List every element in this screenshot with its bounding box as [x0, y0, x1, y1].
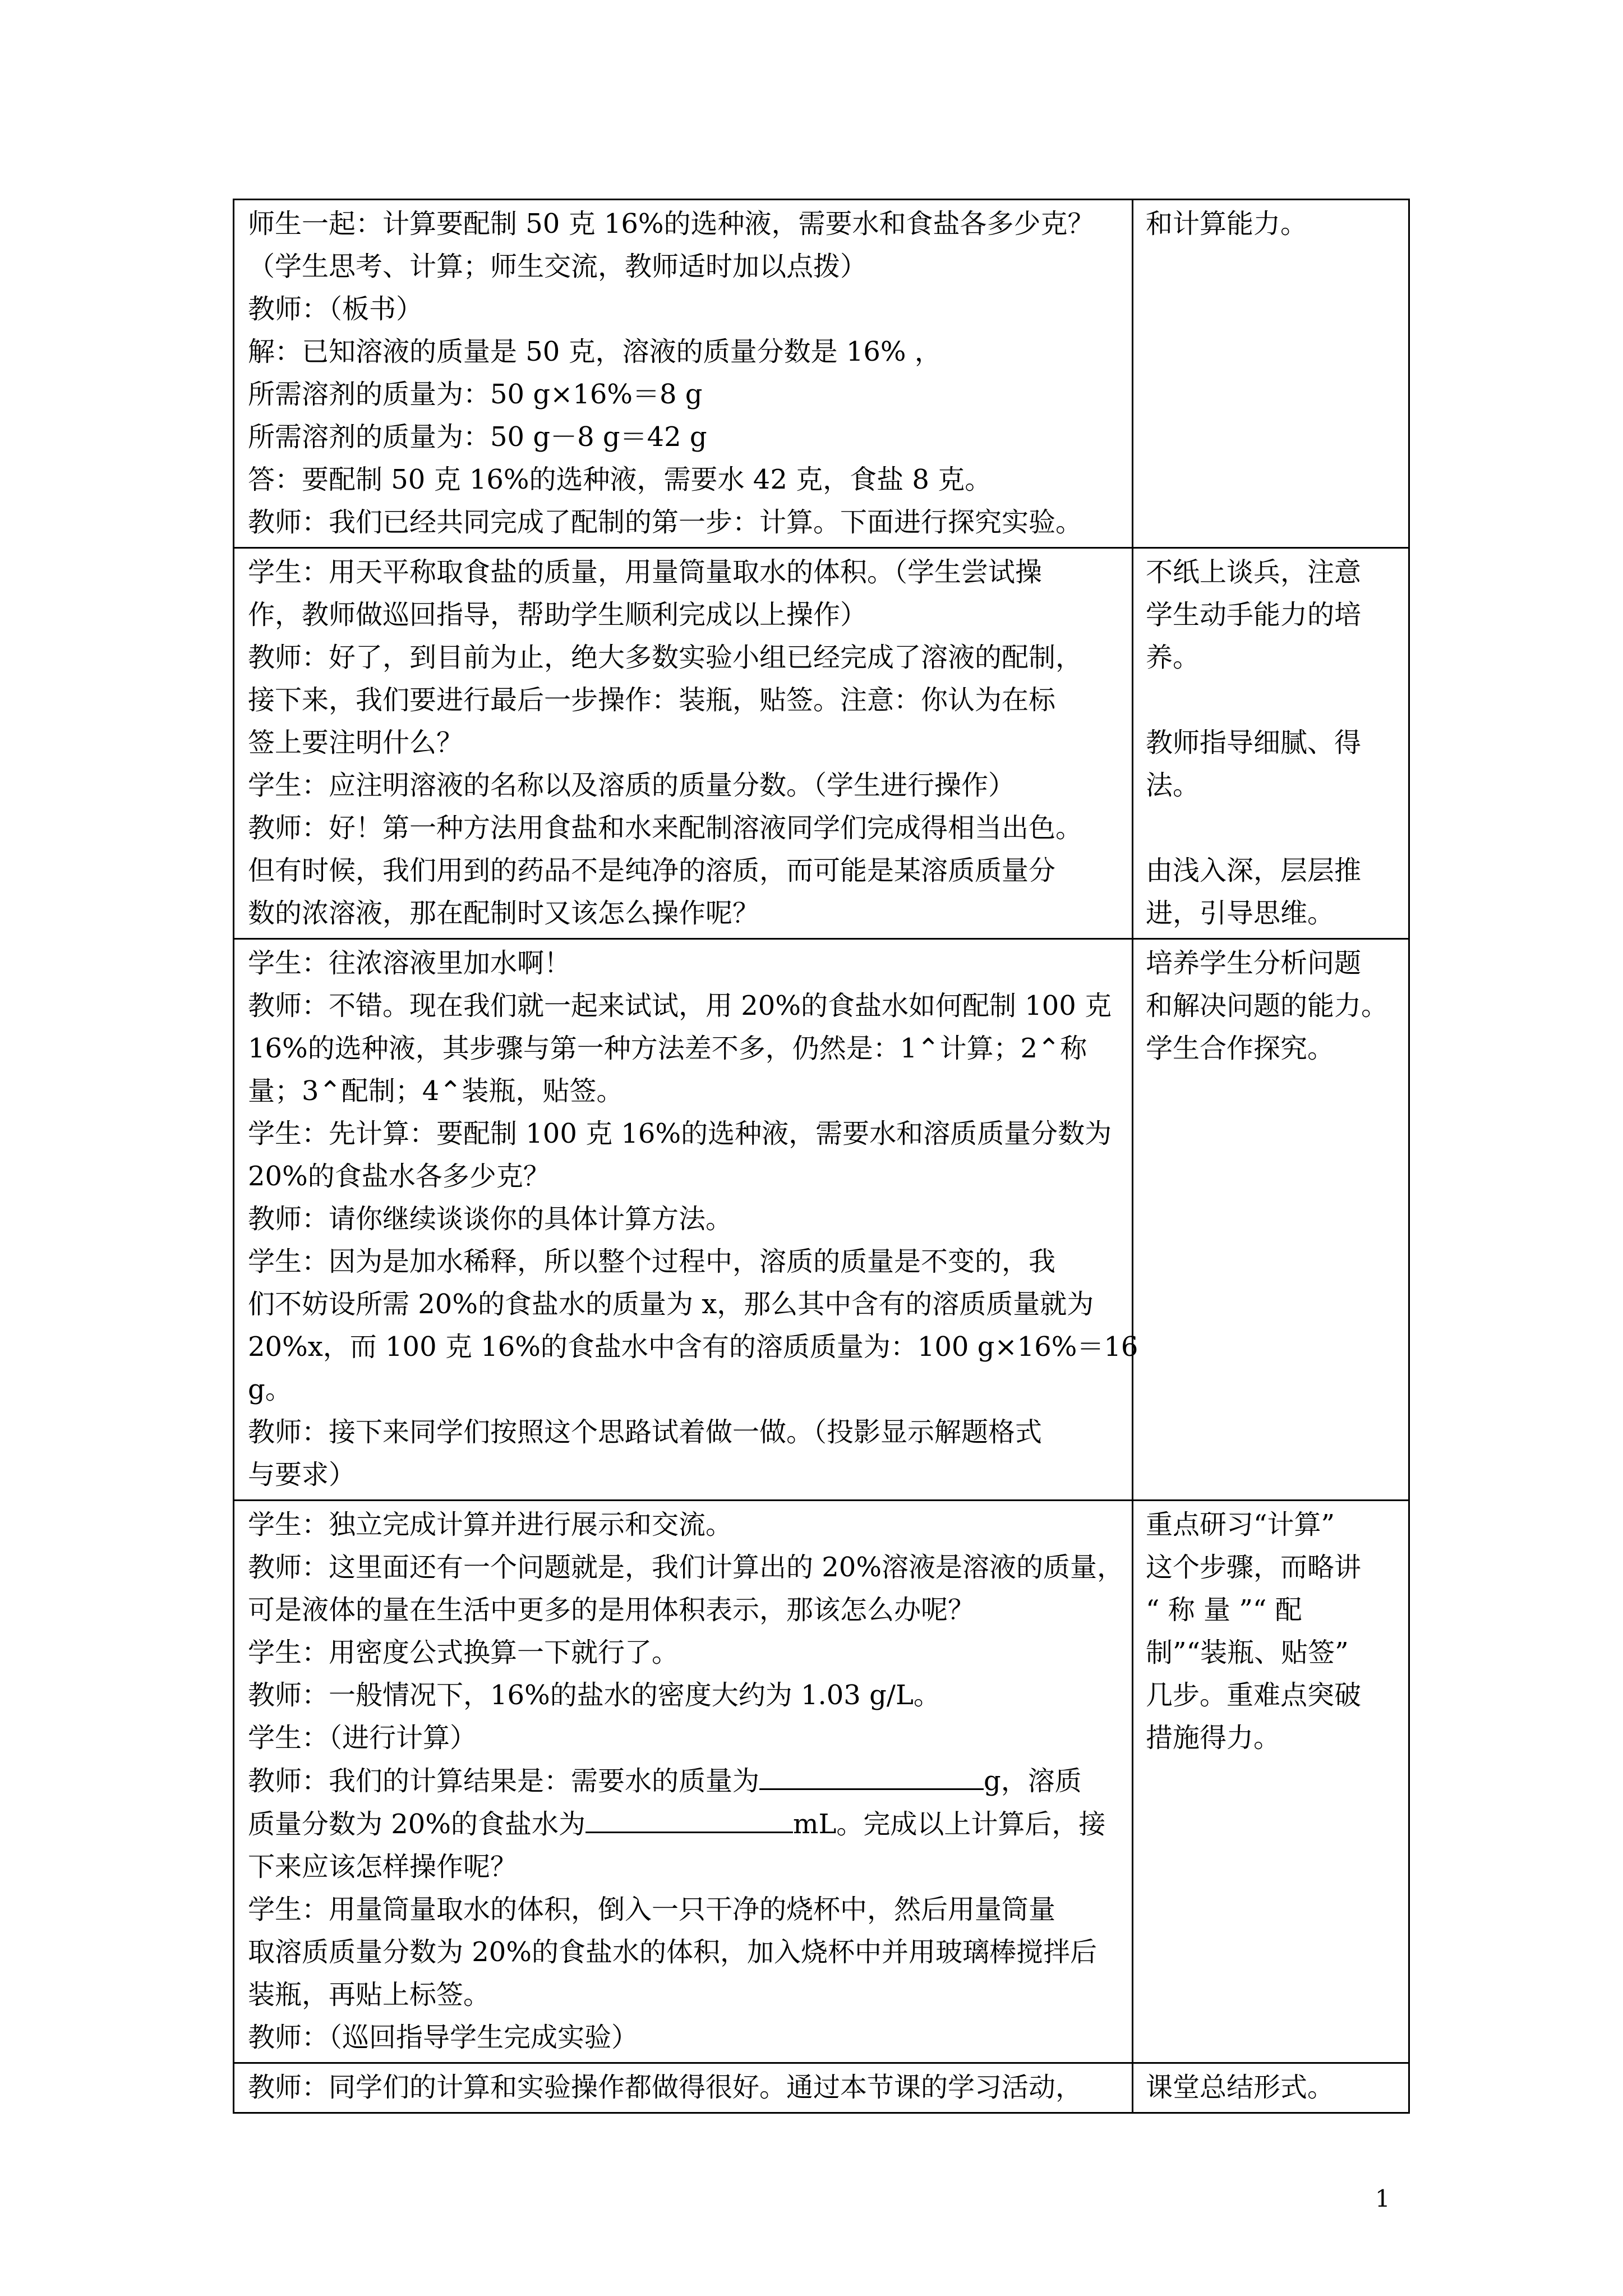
text-line: 与要求） — [248, 1459, 356, 1490]
text-line: 教师：（板书） — [248, 293, 423, 325]
text-line: 教师：好了，到目前为止，绝大多数实验小组已经完成了溶液的配制， — [248, 642, 1083, 673]
salt-water-volume-blank[interactable] — [585, 1802, 793, 1833]
text-line: 教师：这里面还有一个问题就是，我们计算出的 20%溶液是溶液的质量， — [248, 1552, 1124, 1583]
note-cell — [1133, 939, 1409, 1501]
note-spacer — [1146, 807, 1403, 849]
note-line: 培养学生分析问题 — [1146, 947, 1362, 979]
note-line: 法。 — [1146, 770, 1200, 801]
text-line: 们不妨设所需 20%的食盐水的质量为 x，那么其中含有的溶质质量就为 — [248, 1289, 1094, 1320]
text-line: 学生：用天平称取食盐的质量，用量筒量取水的体积。（学生尝试操 — [248, 556, 1043, 588]
note-cell — [1133, 548, 1409, 939]
note-spacer — [1146, 679, 1403, 721]
fill-in-text: 教师：我们的计算结果是：需要水的质量为 — [248, 1765, 760, 1797]
fill-in-line — [248, 1802, 1126, 1846]
note-line: 课堂总结形式。 — [1146, 2072, 1335, 2103]
page-number: 1 — [1375, 2185, 1390, 2212]
fill-in-line — [248, 1759, 1126, 1802]
text-line: 教师：同学们的计算和实验操作都做得很好。通过本节课的学习活动， — [248, 2072, 1083, 2103]
text-line: 教师：请你继续谈谈你的具体计算方法。 — [248, 1203, 733, 1235]
note-line: 教师指导细腻、得 — [1146, 727, 1362, 758]
text-line: 下来应该怎样操作呢？ — [248, 1851, 518, 1883]
text-line: 学生：独立完成计算并进行展示和交流。 — [248, 1509, 733, 1540]
text-line: 教师：一般情况下，16%的盐水的密度大约为 1.03 g/L。 — [248, 1680, 940, 1711]
text-line: 16%的选种液，其步骤与第一种方法差不多，仍然是：1⌃计算；2⌃称 — [248, 1033, 1087, 1064]
table-row — [234, 2063, 1409, 2113]
note-line: 制”“装瓶、贴签” — [1146, 1637, 1349, 1668]
water-mass-blank[interactable] — [759, 1759, 984, 1790]
text-line: 教师：不错。现在我们就一起来试试，用 20%的食盐水如何配制 100 克 — [248, 990, 1112, 1022]
note-line: 学生动手能力的培 — [1146, 599, 1362, 631]
text-line: 所需溶剂的质量为：50 g－8 g＝42 g — [248, 421, 707, 453]
note-line: 这个步骤，而略讲 — [1146, 1552, 1362, 1583]
text-line: 但有时候，我们用到的药品不是纯净的溶质，而可能是某溶质质量分 — [248, 855, 1056, 886]
text-line: 学生：因为是加水稀释，所以整个过程中，溶质的质量是不变的，我 — [248, 1246, 1056, 1277]
text-line: 20%x，而 100 克 16%的食盐水中含有的溶质质量为：100 g×16%＝16 — [248, 1331, 1138, 1363]
text-line: 学生：应注明溶液的名称以及溶质的质量分数。（学生进行操作） — [248, 770, 1016, 801]
text-line: 师生一起：计算要配制 50 克 16%的选种液，需要水和食盐各多少克？ — [248, 208, 1095, 240]
text-line: 教师：（巡回指导学生完成实验） — [248, 2022, 639, 2053]
note-line: 不纸上谈兵，注意 — [1146, 556, 1362, 588]
table-row — [234, 548, 1409, 939]
note-line: 重点研习“计算” — [1146, 1509, 1335, 1540]
text-line: 数的浓溶液，那在配制时又该怎么操作呢？ — [248, 898, 760, 929]
note-line: 措施得力。 — [1146, 1722, 1281, 1754]
table-row — [234, 1501, 1409, 2063]
lesson-plan-table — [233, 199, 1410, 2114]
text-line: 可是液体的量在生活中更多的是用体积表示，那该怎么办呢？ — [248, 1594, 975, 1626]
text-line: g。 — [248, 1374, 292, 1405]
note-cell — [1133, 200, 1409, 548]
note-cell — [1133, 1501, 1409, 2063]
note-cell — [1133, 2063, 1409, 2113]
text-line: 解：已知溶液的质量是 50 克，溶液的质量分数是 16% ， — [248, 336, 942, 367]
content-cell — [234, 548, 1133, 939]
text-line: 教师：我们已经共同完成了配制的第一步：计算。下面进行探究实验。 — [248, 507, 1083, 538]
note-line: 几步。重难点突破 — [1146, 1680, 1362, 1711]
text-line: 学生：用密度公式换算一下就行了。 — [248, 1637, 679, 1668]
text-line: 教师：接下来同学们按照这个思路试着做一做。（投影显示解题格式 — [248, 1416, 1043, 1448]
text-line: 装瓶，再贴上标签。 — [248, 1979, 491, 2010]
text-line: 学生：用量筒量取水的体积，倒入一只干净的烧杯中，然后用量筒量 — [248, 1894, 1056, 1925]
content-cell — [234, 200, 1133, 548]
text-line: 学生：先计算：要配制 100 克 16%的选种液，需要水和溶质质量分数为 — [248, 1118, 1112, 1149]
text-line: 所需溶剂的质量为：50 g×16%＝8 g — [248, 379, 703, 410]
note-line: 由浅入深，层层推 — [1146, 855, 1362, 886]
text-line: 取溶质质量分数为 20%的食盐水的体积，加入烧杯中并用玻璃棒搅拌后 — [248, 1936, 1097, 1968]
note-line: 和计算能力。 — [1146, 208, 1308, 240]
text-line: 量；3⌃配制；4⌃装瓶，贴签。 — [248, 1075, 624, 1107]
note-line: 学生合作探究。 — [1146, 1033, 1335, 1064]
text-line: 签上要注明什么？ — [248, 727, 464, 758]
note-line: 养。 — [1146, 642, 1200, 673]
content-cell — [234, 1501, 1133, 2063]
fill-in-text: mL。完成以上计算后，接 — [792, 1809, 1106, 1840]
text-line: 接下来，我们要进行最后一步操作：装瓶，贴签。注意：你认为在标 — [248, 684, 1056, 716]
fill-in-text: 质量分数为 20%的食盐水为 — [248, 1809, 585, 1840]
content-cell — [234, 2063, 1133, 2113]
text-line: 学生：往浓溶液里加水啊！ — [248, 947, 571, 979]
table-row — [234, 200, 1409, 548]
content-cell — [234, 939, 1138, 1501]
text-line: 答：要配制 50 克 16%的选种液，需要水 42 克，食盐 8 克。 — [248, 464, 992, 495]
note-line: “ 称 量 ”“ 配 — [1146, 1594, 1302, 1626]
table-row — [234, 939, 1409, 1501]
text-line: 20%的食盐水各多少克？ — [248, 1161, 550, 1192]
text-line: 学生：（进行计算） — [248, 1722, 477, 1754]
text-line: （学生思考、计算；师生交流，教师适时加以点拨） — [248, 251, 868, 282]
text-line: 教师：好！第一种方法用食盐和水来配制溶液同学们完成得相当出色。 — [248, 812, 1083, 844]
note-line: 进，引导思维。 — [1146, 898, 1335, 929]
fill-in-text: g，溶质 — [984, 1765, 1082, 1797]
note-line: 和解决问题的能力。 — [1146, 990, 1389, 1022]
text-line: 作，教师做巡回指导，帮助学生顺利完成以上操作） — [248, 599, 868, 631]
